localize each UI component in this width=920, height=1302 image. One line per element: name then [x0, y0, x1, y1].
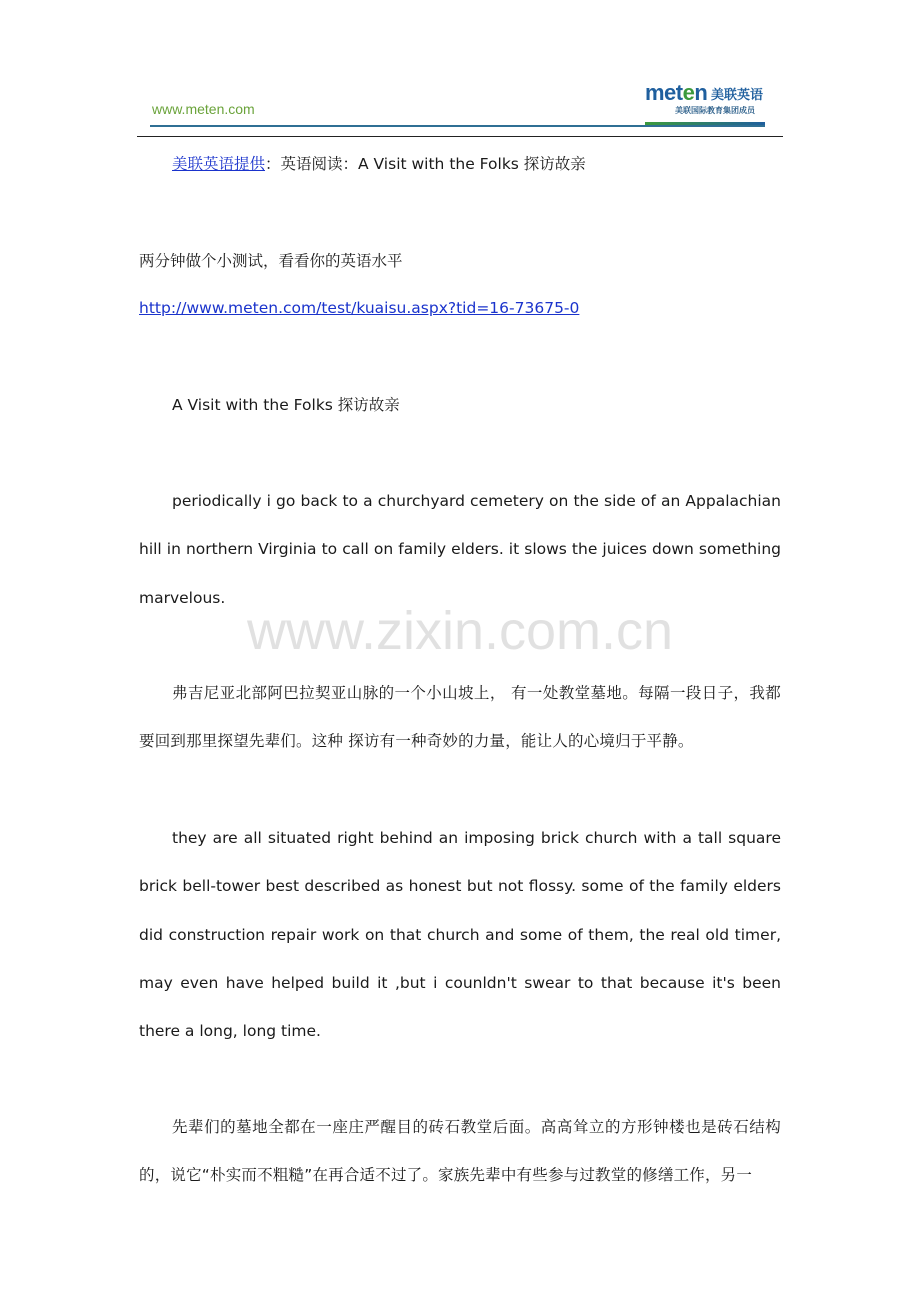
paragraph-2-chinese: 先辈们的墓地全都在一座庄严醒目的砖石教堂后面。高高耸立的方形钟楼也是砖石结构的，说它“朴实而不粗糙”在再合适不过了。家族先辈中有些参与过教堂的修缮工作，另一	[139, 1118, 781, 1185]
logo-wordmark	[645, 80, 707, 106]
test-prompt: 两分钟做个小测试，看看你的英语水平	[139, 252, 403, 270]
meten-logo	[645, 80, 765, 124]
logo-chinese-name: 美联英语	[711, 88, 764, 103]
logo-subtitle: 美联国际教育集团成员	[675, 106, 755, 115]
article-title: A Visit with the Folks 探访故亲	[172, 396, 400, 414]
header-accent-rule	[150, 125, 765, 127]
header-divider	[137, 136, 783, 137]
paragraph-1-english: periodically i go back to a churchyard cemetery on the side of an Appalachian hill in northern Virginia to call on family elders. it slows the juices down something marvelous.	[139, 492, 781, 607]
intro-title: ：英语阅读：A Visit with the Folks 探访故亲	[265, 155, 586, 173]
watermark: www.zixin.com.cn	[246, 601, 674, 661]
provider-link[interactable]: 美联英语提供	[172, 155, 266, 173]
test-link[interactable]: http://www.meten.com/test/kuaisu.aspx?tid=16-73675-0	[139, 299, 580, 317]
site-url: www.meten.com	[152, 101, 255, 117]
logo-word-end: n	[694, 80, 708, 105]
logo-word-accent: e	[682, 80, 695, 105]
paragraph-2-english: they are all situated right behind an imposing brick church with a tall square brick bell-tower best described as honest but not flossy. some of the family elders did construction repair work on that church and some of them, the real old timer, may even have helped build it ,but i counldn't swear to that because it's been there a long, long time.	[139, 829, 781, 1041]
intro-line	[172, 140, 586, 188]
paragraph-1-chinese: 弗吉尼亚北部阿巴拉契亚山脉的一个小山坡上， 有一处教堂墓地。每隔一段日子，我都要回到那里探望先辈们。这种 探访有一种奇妙的力量，能让人的心境归于平静。	[139, 684, 781, 751]
logo-word-main: met	[645, 80, 683, 105]
